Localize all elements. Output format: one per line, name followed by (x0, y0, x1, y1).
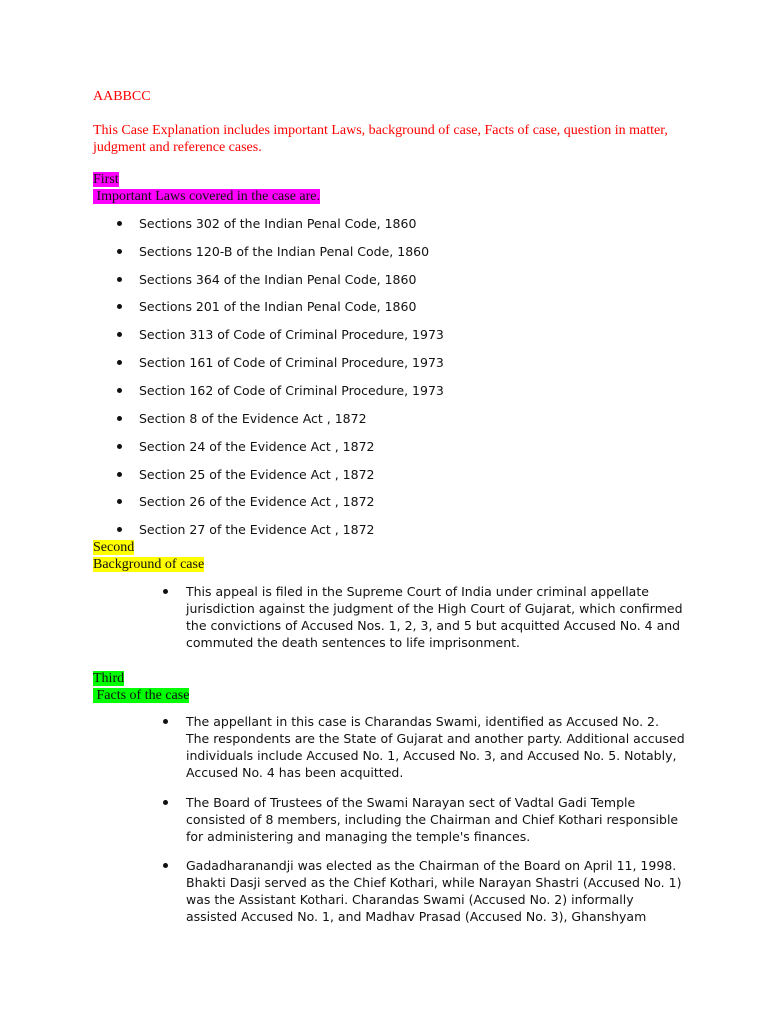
law-item-text: Sections 201 of the Indian Penal Code, 1860 (139, 299, 417, 314)
bullet-icon (117, 472, 122, 477)
intro-paragraph: This Case Explanation includes important Laws, background of case, Facts of case, question in matter, judgment and reference cases. (93, 123, 668, 155)
law-item-text: Sections 302 of the Indian Penal Code, 1860 (139, 216, 417, 231)
section-second-label-line (93, 539, 134, 556)
bullet-icon (117, 444, 122, 449)
bullet-icon (117, 416, 122, 421)
law-item-text: Section 26 of the Evidence Act , 1872 (139, 494, 375, 509)
bullet-icon (117, 360, 122, 365)
law-item-text: Section 25 of the Evidence Act , 1872 (139, 467, 375, 482)
bullet-icon (163, 800, 168, 805)
document-title: AABBCC (93, 89, 151, 104)
bullet-icon (117, 527, 122, 532)
section-third-label: Third (93, 671, 125, 686)
bullet-icon (117, 388, 122, 393)
section-first-label-line (93, 171, 119, 188)
section-second-heading-line (93, 556, 204, 573)
section-second-heading: Background of case (93, 557, 205, 572)
background-paragraph: This appeal is filed in the Supreme Court of India under criminal appellate jurisdiction against the judgment of the High Court of Gujarat, which confirmed the convictions of Accused Nos. 1, 2, 3, and 5 but acquitted Accused No. 4 and commuted the death sentences to life imprisonment. (186, 584, 683, 650)
section-second-label: Second (93, 540, 135, 555)
law-item-text: Sections 364 of the Indian Penal Code, 1860 (139, 272, 417, 287)
bullet-icon (117, 249, 122, 254)
law-item-text: Section 27 of the Evidence Act , 1872 (139, 522, 375, 537)
bullet-icon (163, 719, 168, 724)
section-first-heading-line (93, 188, 320, 205)
bullet-icon (117, 277, 122, 282)
law-item-text: Section 8 of the Evidence Act , 1872 (139, 411, 367, 426)
law-item-text: Section 162 of Code of Criminal Procedure, 1973 (139, 383, 444, 398)
bullet-icon (117, 304, 122, 309)
law-item-text: Section 161 of Code of Criminal Procedure, 1973 (139, 355, 444, 370)
bullet-icon (117, 221, 122, 226)
bullet-icon (117, 332, 122, 337)
facts-paragraph-1: The appellant in this case is Charandas Swami, identified as Accused No. 2. The respondents are the State of Gujarat and another party. Additional accused individuals include Accused No. 1, Accused No. 3, and Accused No. 5. Notably, Accused No. 4 has been acquitted. (186, 714, 685, 780)
facts-paragraph-2: The Board of Trustees of the Swami Narayan sect of Vadtal Gadi Temple consisted of 8 members, including the Chairman and Chief Kothari responsible for administering and managing the temple's finances. (186, 795, 679, 844)
section-third-label-line (93, 670, 124, 687)
bullet-icon (163, 589, 168, 594)
law-item-text: Sections 120-B of the Indian Penal Code, 1860 (139, 244, 430, 259)
section-first-label: First (93, 172, 119, 187)
section-third-heading-line (93, 687, 189, 704)
bullet-icon (117, 499, 122, 504)
section-first-heading: Important Laws covered in the case are. (93, 189, 321, 204)
bullet-icon (163, 863, 168, 868)
section-third-heading: Facts of the case (93, 688, 190, 703)
law-item-text: Section 313 of Code of Criminal Procedure, 1973 (139, 327, 444, 342)
facts-paragraph-3: Gadadharanandji was elected as the Chairman of the Board on April 11, 1998. Bhakti Dasji served as the Chief Kothari, while Narayan Shastri (Accused No. 1) was the Assistant Kothari. Charandas Swami (Accused No. 2) informally assisted Accused No. 1, and Madhav Prasad (Accused No. 3), Ghanshyam (186, 858, 682, 924)
law-item-text: Section 24 of the Evidence Act , 1872 (139, 439, 375, 454)
